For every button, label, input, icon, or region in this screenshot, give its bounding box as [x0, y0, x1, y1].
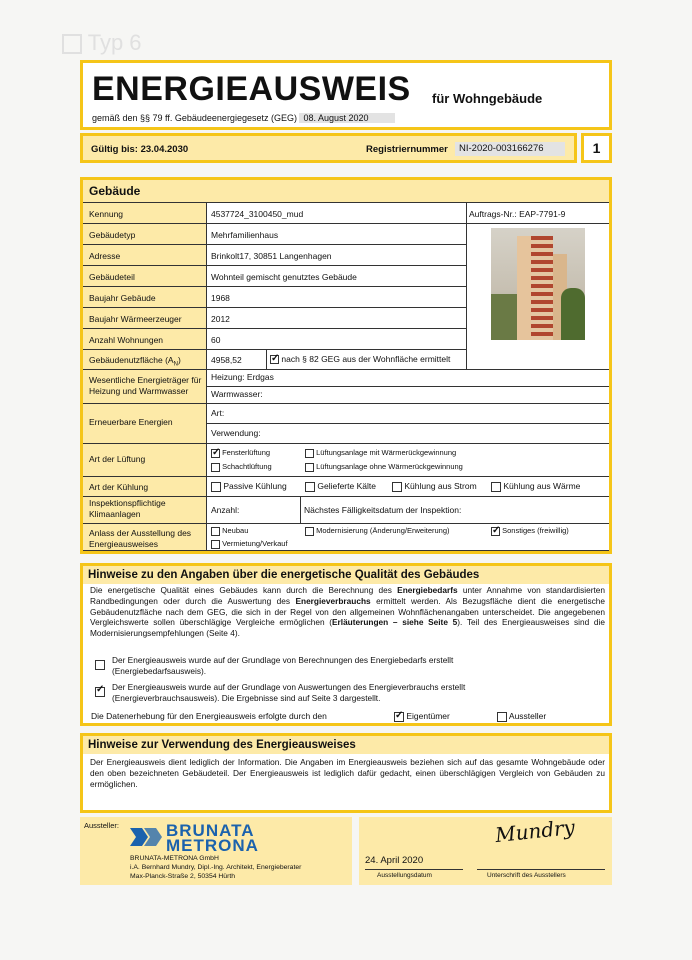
collection-owner-checkbox[interactable]: [394, 712, 404, 722]
vent-recovery-checkbox[interactable]: [305, 449, 314, 458]
building-section-title: Gebäude: [89, 184, 141, 198]
brunata-logo-icon: [128, 824, 162, 850]
signature-box: [359, 814, 612, 885]
collection-issuer-checkbox[interactable]: [497, 712, 507, 722]
option-consumption: ✓ Der Energieausweis wurde auf der Grundlage von Auswertungen des Energieverbrauchs erstellt (Energieverbrauchsausweis). Die Ergebnisse sind auf Seite 3 dargestellt.: [95, 682, 515, 703]
logo-brunata: BRUNATA: [166, 821, 255, 840]
row-kennung-value: 4537724_3100450_mud: [211, 209, 304, 219]
doc-title: ENERGIEAUSWEIS: [92, 70, 411, 108]
vent-recovery: Lüftungsanlage mit Wärmerückgewinnung: [305, 447, 456, 458]
signature-label: Unterschrift des Ausstellers: [487, 872, 566, 879]
cool-passive: Passive Kühlung: [211, 481, 287, 492]
page-number: 1: [592, 140, 601, 156]
issuer-box: [80, 817, 352, 885]
reason-rental-checkbox[interactable]: [211, 540, 220, 549]
row-year-label: Baujahr Gebäude: [89, 293, 156, 303]
cool-delivered-checkbox[interactable]: [305, 482, 315, 492]
issuer-label: Aussteller:: [84, 821, 120, 830]
valid-until: Gültig bis: 23.04.2030: [91, 144, 189, 155]
quality-section: [80, 563, 612, 726]
row-part-value: Wohnteil gemischt genutztes Gebäude: [211, 272, 357, 282]
data-collection-text: Die Datenerhebung für den Energieausweis erfolgte durch den: [91, 711, 327, 721]
reason-rental: Vermietung/Verkauf: [211, 538, 288, 549]
law-date: 08. August 2020: [299, 113, 395, 123]
watermark-box-icon: [62, 34, 82, 54]
page-number-box: [581, 133, 612, 163]
row-type-value: Mehrfamilienhaus: [211, 230, 279, 240]
reason-modernization: Modernisierung (Änderung/Erweiterung): [305, 525, 450, 536]
quality-paragraph: Die energetische Qualität eines Gebäudes kann durch die Berechnung des Energiebedarfs unter Annahme von standardisierten Randbedingungen oder durch die Auswertung des Energieverbrauchs ermittelt werden. Als Bezugsfläche dient die energetische Gebäudenutzfläche nach dem GEG, die sich in der Regel von den allgemeinen Wohnflächenangaben unterscheidet. Die angegebenen Vergleichswerte sollen überschlägige Vergleiche ermöglichen (Erläuterungen – siehe Seite 5). Teil des Energieausweises sind die Modernisierungsempfehlungen (Seite 4).: [90, 585, 606, 639]
usage-section: [80, 733, 612, 813]
inspection-label: Inspektionspflichtige Klimaanlagen: [89, 498, 166, 519]
cool-electric: Kühlung aus Strom: [392, 481, 477, 492]
row-units-label: Anzahl Wohnungen: [89, 335, 164, 345]
row-address-label: Adresse: [89, 251, 121, 261]
warmwater-value: Warmwasser:: [211, 389, 263, 399]
ventilation-label: Art der Lüftung: [89, 454, 146, 464]
vent-window: ✓ Fensterlüftung: [211, 447, 270, 458]
option-consumption-checkbox[interactable]: [95, 687, 105, 697]
reason-other-checkbox[interactable]: [491, 527, 500, 536]
usage-title: Hinweise zur Verwendung des Energieausweises: [88, 739, 356, 751]
building-section: [80, 177, 612, 554]
issue-date-label: Ausstellungsdatum: [377, 872, 432, 879]
reason-new: Neubau: [211, 525, 248, 536]
reason-other: ✓ Sonstiges (freiwillig): [491, 525, 569, 536]
renewable-type: Art:: [211, 408, 225, 418]
area-checkbox[interactable]: [270, 355, 279, 364]
row-heater-year-value: 2012: [211, 314, 230, 324]
header-box: [80, 60, 612, 130]
cool-electric-checkbox[interactable]: [392, 482, 402, 492]
registration-label: Registriernummer: [366, 144, 448, 155]
row-heater-year-label: Baujahr Wärmeerzeuger: [89, 314, 182, 324]
vent-no-recovery: Lüftungsanlage ohne Wärmerückgewinnung: [305, 461, 463, 472]
row-units-value: 60: [211, 335, 221, 345]
row-year-value: 1968: [211, 293, 230, 303]
cooling-label: Art der Kühlung: [89, 482, 149, 492]
reason-label: Anlass der Ausstellung des Energieausweises: [89, 528, 192, 549]
cool-heat: Kühlung aus Wärme: [491, 481, 580, 492]
vent-window-checkbox[interactable]: [211, 449, 220, 458]
vent-no-recovery-checkbox[interactable]: [305, 463, 314, 472]
row-area-label: Gebäudenutzfläche $(A_N)$: [89, 355, 181, 368]
law-reference: gemäß den §§ 79 ff. Gebäudeenergiegesetz (GEG) 08. August 2020: [92, 113, 395, 123]
option-demand: Der Energieausweis wurde auf der Grundlage von Berechnungen des Energiebedarfs erstellt (Energiebedarfsausweis).: [95, 655, 515, 676]
registration-number: NI-2020-003166276: [455, 142, 565, 156]
energy-label: Wesentliche Energieträger für Heizung und Warmwasser: [89, 375, 202, 396]
inspection-count: Anzahl:: [211, 505, 240, 515]
inspection-next: Nächstes Fälligkeitsdatum der Inspektion:: [304, 505, 462, 515]
cool-delivered: Gelieferte Kälte: [305, 481, 376, 492]
quality-title: Hinweise zu den Angaben über die energetische Qualität des Gebäudes: [88, 569, 480, 581]
issuer-person: i.A. Bernhard Mundry, Dipl.-Ing. Architekt, Energieberater: [130, 864, 302, 871]
row-address-value: Brinkolt17, 30851 Langenhagen: [211, 251, 332, 261]
collection-owner: ✓ Eigentümer: [394, 711, 450, 722]
vent-shaft-checkbox[interactable]: [211, 463, 220, 472]
issue-date: 24. April 2020: [365, 855, 424, 866]
renewable-use: Verwendung:: [211, 428, 261, 438]
row-part-label: Gebäudeteil: [89, 272, 135, 282]
cool-passive-checkbox[interactable]: [211, 482, 221, 492]
vent-shaft: Schachtlüftung: [211, 461, 272, 472]
watermark: Typ 6: [62, 30, 142, 56]
reason-modernization-checkbox[interactable]: [305, 527, 314, 536]
order-number: Auftrags-Nr.: EAP-7791-9: [469, 209, 566, 219]
row-kennung-label: Kennung: [89, 209, 124, 219]
area-note: ✓ nach § 82 GEG aus der Wohnfläche ermittelt: [270, 354, 450, 365]
usage-text: Der Energieausweis dient lediglich der Information. Die Angaben im Energieausweis beziehen sich auf das gesamte Wohngebäude oder den oben bezeichneten Gebäudeteil. Der Energieausweis ist lediglich dafür gedacht, einen überschlägigen Vergleich von Gebäuden zu ermöglichen.: [90, 757, 605, 789]
row-type-label: Gebäudetyp: [89, 230, 136, 240]
building-photo: [491, 228, 585, 340]
signature: Mundry: [493, 814, 576, 848]
reason-new-checkbox[interactable]: [211, 527, 220, 536]
issuer-address: Max-Planck-Straße 2, 50354 Hürth: [130, 873, 236, 880]
issuer-company: BRUNATA-METRONA GmbH: [130, 855, 219, 862]
row-area-value: 4958,52: [211, 355, 242, 365]
logo-metrona: METRONA: [166, 836, 259, 855]
collection-issuer: Aussteller: [497, 711, 546, 722]
cool-heat-checkbox[interactable]: [491, 482, 501, 492]
option-demand-checkbox[interactable]: [95, 660, 105, 670]
heating-value: Heizung: Erdgas: [211, 372, 274, 382]
validity-bar: [80, 133, 577, 163]
doc-subtitle: für Wohngebäude: [432, 91, 543, 106]
renewable-label: Erneuerbare Energien: [89, 417, 173, 427]
